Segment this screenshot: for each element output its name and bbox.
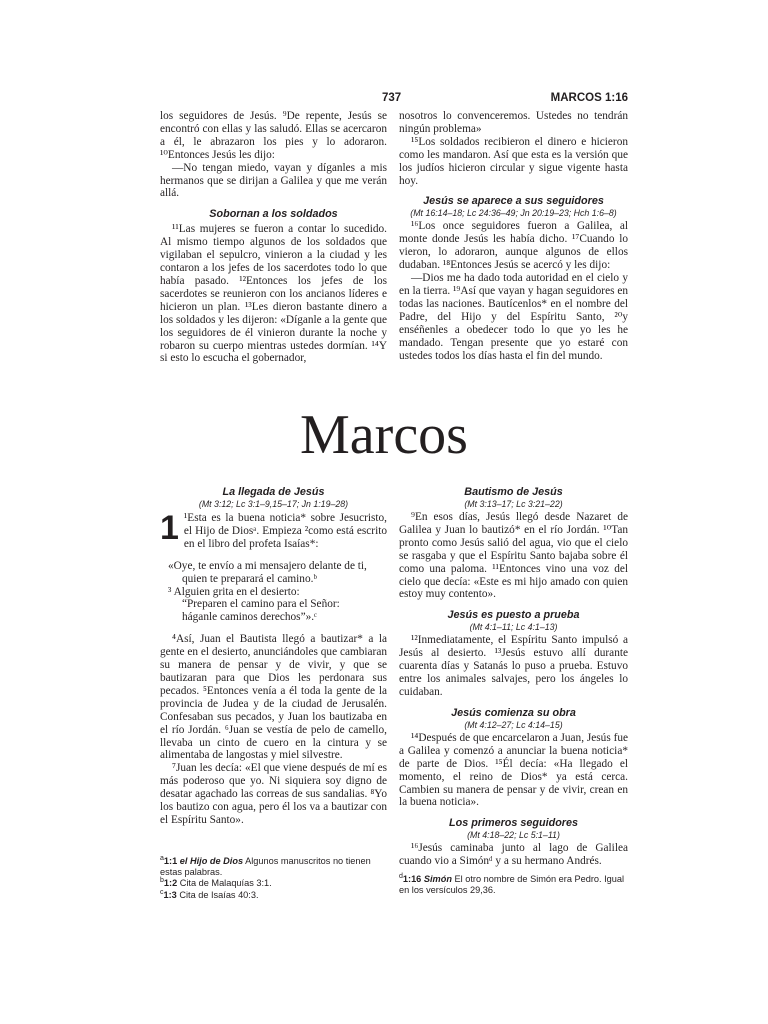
section-heading: Jesús comienza su obra: [451, 706, 576, 719]
footnote: [160, 856, 387, 878]
paragraph: ¹⁵Los soldados recibieron el dinero e hicieron como les mandaron. Así que esta es la versión que los judíos hicieron circular y sigue vigente hasta hoy.: [399, 135, 628, 187]
chapter-number: 1: [160, 509, 179, 547]
paragraph: ⁴Así, Juan el Bautista llegó a bautizar* a la gente en el desierto, anunciándoles que cambiaran su manera de pensar y de vivir, y que se bautizaran para que Dios les perdonara sus pecados. ⁵Entonces venía a él toda la gente de la provincia de Judea y de la ciudad de Jerusalén. Confesaban sus pecados, y Juan los bautizaba en el río Jordán. ⁶Juan se vestía de pelo de camello, llevaba un cinto de cuero en la cintura y se alimentaba de langostas y miel silvestre.: [160, 633, 387, 762]
poem-line: ³ Alguien grita en el desierto:: [168, 585, 300, 598]
section-heading: Jesús es puesto a prueba: [447, 609, 580, 622]
paragraph: ⁷Juan les decía: «El que viene después de mí es más poderoso que yo. Ni siquiera soy digno de desatar agachado las correas de sus sandalias. ⁸Yo los bautizo con agua, pero él los va a bautizar con el Espíritu Santo».: [160, 762, 387, 826]
cross-reference: (Mt 3:13–17; Lc 3:21–22): [464, 499, 563, 509]
footnote-label: el Hijo de Dios: [179, 856, 244, 866]
cross-reference: (Mt 16:14–18; Lc 24:36–49; Jn 20:19–23; Hch 1:6–8): [410, 208, 617, 219]
paragraph: nosotros lo convenceremos. Ustedes no tendrán ningún problema»: [399, 110, 628, 135]
paragraph: —No tengan miedo, vayan y díganles a mis hermanos que se dirijan a Galilea y que me verán allá.: [160, 161, 387, 200]
paragraph: ¹Esta es la buena noticia* sobre Jesucristo, el Hijo de Diosᵃ. Empieza ²como está escrito en el libro del profeta Isaías*:: [183, 512, 387, 550]
paragraph: ⁹En esos días, Jesús llegó desde Nazaret de Galilea y Juan lo bautizó* en el río Jordán. ¹⁰Tan pronto como Jesús salió del agua, vio que el cielo se rasgaba y que el Espíritu Santo bajaba sobre él como una paloma. ¹¹Entonces vino una voz del cielo que decía: «Este es mi hijo amado con quien estoy muy contento».: [399, 511, 628, 601]
cross-reference: (Mt 4:1–11; Lc 4:1–13): [469, 622, 558, 633]
footnote-ref: 1:16: [402, 874, 422, 884]
paragraph: ¹¹Las mujeres se fueron a contar lo sucedido. Al mismo tiempo algunos de los soldados que vigilaban el sepulcro, vinieron a la ciudad y les contaron a los jefes de los sacerdotes todo lo que había pasado. ¹²Entonces los jefes de los sacerdotes se reunieron con los ancianos líderes e hicieron un plan. ¹³Les dieron bastante dinero a los soldados y les dijeron: «Díganle a la gente que los seguidores de él vinieron durante la noche y robaron su cuerpo mientras ustedes dormían. ¹⁴Y si esto lo escucha el gobernador,: [160, 223, 387, 365]
footnote-text: Algunos manuscritos no tienen estas palabras.: [160, 856, 371, 878]
footnote-mark: d: [399, 872, 403, 880]
footnote-mark: b: [160, 877, 164, 885]
footnote-ref: 1:1: [163, 856, 178, 866]
cross-reference: (Mt 4:12–27; Lc 4:14–15): [464, 719, 563, 730]
top-right-column: [399, 110, 628, 362]
footnote: [399, 874, 628, 896]
section-heading: Los primeros seguidores: [449, 817, 578, 830]
footnote-ref: 1:2: [163, 878, 178, 889]
running-head: MARCOS 1:16: [550, 92, 628, 104]
footnotes-left: [160, 856, 387, 901]
paragraph: ¹⁴Después de que encarcelaron a Juan, Jesús fue a Galilea y comenzó a anunciar la buena noticia* de parte de Dios. ¹⁵Él decía: «Ha llegado el momento, el reino de Dios* ya está cerca. Cambien su manera de pensar y de vivir, crean en la buena noticia».: [399, 731, 628, 809]
section-heading: Bautismo de Jesús: [464, 486, 563, 498]
top-left-column: [160, 110, 387, 365]
paragraph: ¹²Inmediatamente, el Espíritu Santo impulsó a Jesús al desierto. ¹³Jesús estuvo allí durante cuarenta días y Satanás lo puso a prueba. Estuvo entre los animales salvajes, pero los ángeles lo cuidaban.: [399, 634, 628, 698]
page-header: [160, 92, 628, 108]
paragraph: —Dios me ha dado toda autoridad en el cielo y en la tierra. ¹⁹Así que vayan y hagan seguidores en todas las naciones. Bautícenlos* en el nombre del Padre, del Hijo y del Espíritu Santo, ²⁰y enséñenles a obedecer todo lo que yo les he mandado. Tengan presente que yo estaré con ustedes todos los días hasta el fin del mundo.: [399, 272, 628, 362]
poem-line: “Preparen el camino para el Señor:: [182, 598, 340, 611]
footnote-ref: 1:3: [163, 889, 177, 900]
paragraph: los seguidores de Jesús. ⁹De repente, Jesús se encontró con ellas y las saludó. Ellas se acercaron a él, le abrazaron los pies y lo adoraron. ¹⁰Entonces Jesús les dijo:: [160, 110, 387, 161]
section-heading: Sobornan a los soldados: [209, 208, 338, 221]
main-right-column: [399, 486, 628, 868]
book-title: Marcos: [300, 404, 468, 466]
cross-reference: (Mt 3:12; Lc 3:1–9,15–17; Jn 1:19–28): [198, 499, 349, 509]
paragraph: ¹⁶Los once seguidores fueron a Galilea, al monte donde Jesús les había dicho. ¹⁷Cuando lo vieron, lo adoraron, aunque algunos de ellos dudaban. ¹⁸Entonces Jesús se acercó y les dijo:: [399, 220, 628, 272]
section-heading: Jesús se aparece a sus seguidores: [423, 195, 604, 208]
footnote: [160, 878, 387, 889]
poem-line: «Oye, te envío a mi mensajero delante de ti,: [168, 559, 367, 572]
quotation-poem: [168, 560, 387, 625]
footnote-text: El otro nombre de Simón era Pedro. Igual en los versículos 29,36.: [399, 874, 625, 896]
paragraph: ¹⁶Jesús caminaba junto al lago de Galilea cuando vio a Simónᵈ y a su hermano Andrés.: [399, 842, 628, 868]
main-left-column: [160, 486, 387, 827]
section-heading: La llegada de Jesús: [222, 486, 325, 498]
poem-line: háganle caminos derechos”».ᶜ: [182, 611, 317, 624]
footnote-text: Cita de Isaías 40:3.: [179, 889, 259, 900]
footnote-mark: a: [160, 854, 164, 862]
page-number: 737: [382, 92, 402, 104]
footnote-label: Simón: [423, 874, 452, 884]
footnote-mark: c: [160, 888, 164, 896]
footnotes-right: [399, 874, 628, 896]
poem-line: quien te preparará el camino.ᵇ: [182, 572, 317, 585]
footnote: [160, 890, 387, 901]
cross-reference: (Mt 4:18–22; Lc 5:1–11): [467, 830, 560, 841]
footnote-text: Cita de Malaquías 3:1.: [179, 878, 272, 889]
